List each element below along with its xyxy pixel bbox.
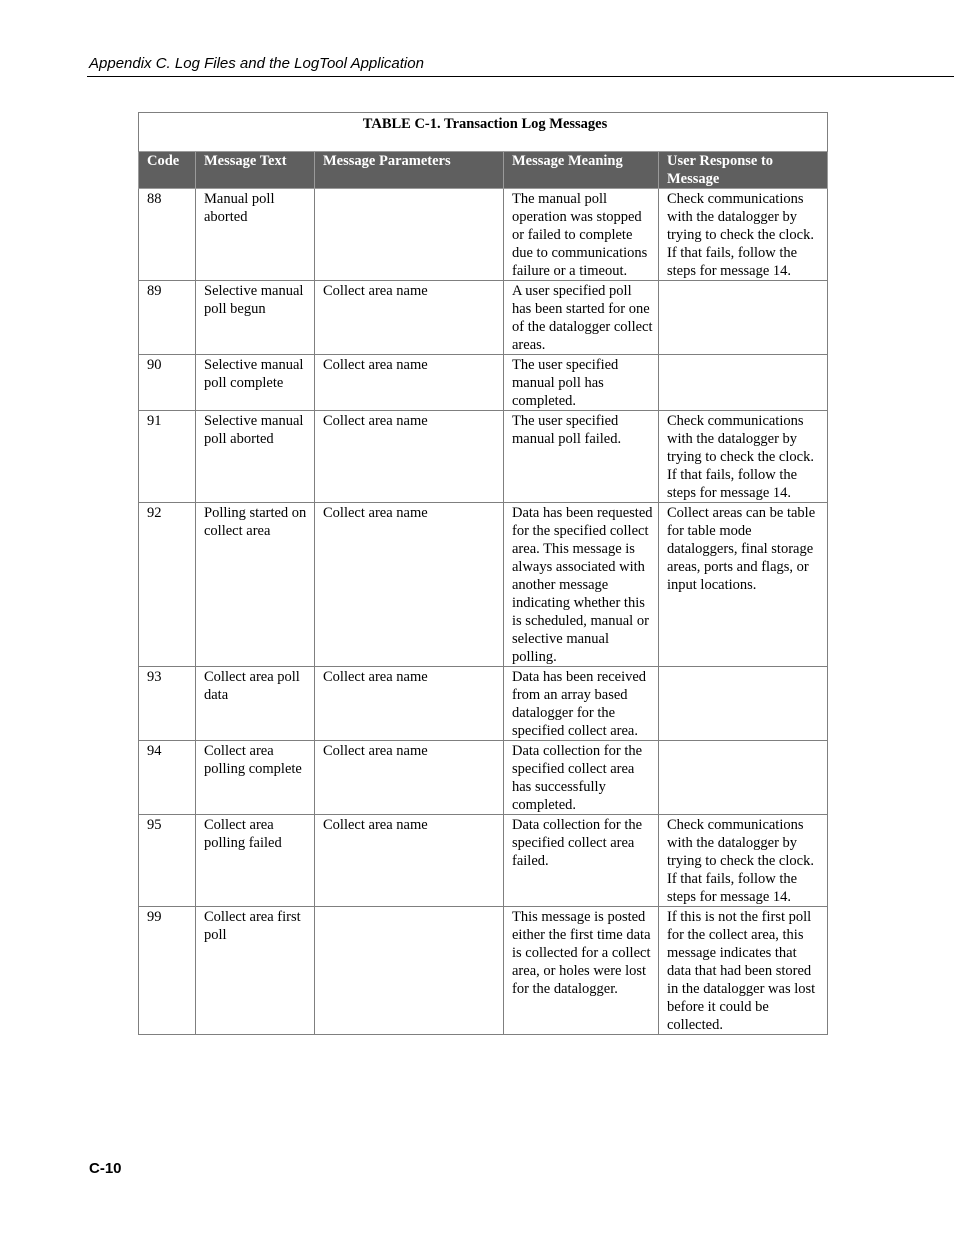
cell-code: 89: [139, 281, 196, 355]
cell-message-parameters: Collect area name: [315, 503, 504, 667]
cell-code: 95: [139, 815, 196, 907]
column-header-message-parameters: Message Parameters: [315, 152, 504, 189]
cell-message-text: Selective manual poll complete: [196, 355, 315, 411]
table-row: [139, 503, 828, 667]
cell-code: 88: [139, 189, 196, 281]
cell-user-response: [659, 355, 828, 411]
cell-code: 92: [139, 503, 196, 667]
table-body: [139, 189, 828, 1035]
table-row: [139, 281, 828, 355]
cell-message-parameters: Collect area name: [315, 741, 504, 815]
cell-message-text: Collect area polling failed: [196, 815, 315, 907]
transaction-log-table-wrap: [138, 112, 827, 1035]
table-row: [139, 907, 828, 1035]
cell-user-response: Check communications with the datalogger by trying to check the clock. If that fails, follow the steps for message 14.: [659, 189, 828, 281]
cell-message-parameters: Collect area name: [315, 667, 504, 741]
page-number: C-10: [89, 1160, 122, 1177]
cell-code: 93: [139, 667, 196, 741]
cell-message-parameters: [315, 907, 504, 1035]
cell-user-response: [659, 667, 828, 741]
cell-message-text: Selective manual poll aborted: [196, 411, 315, 503]
cell-message-parameters: Collect area name: [315, 411, 504, 503]
cell-message-meaning: Data collection for the specified collect area failed.: [504, 815, 659, 907]
cell-user-response: [659, 281, 828, 355]
table-caption: TABLE C-1. Transaction Log Messages: [139, 113, 828, 152]
cell-user-response: If this is not the first poll for the collect area, this message indicates that data that had been stored in the datalogger was lost before it could be collected.: [659, 907, 828, 1035]
running-header: Appendix C. Log Files and the LogTool Application: [89, 55, 424, 72]
cell-user-response: [659, 741, 828, 815]
table-row: [139, 815, 828, 907]
cell-message-meaning: Data collection for the specified collect area has successfully completed.: [504, 741, 659, 815]
column-header-code: Code: [139, 152, 196, 189]
cell-message-parameters: [315, 189, 504, 281]
column-header-message-meaning: Message Meaning: [504, 152, 659, 189]
cell-user-response: Check communications with the datalogger by trying to check the clock. If that fails, follow the steps for message 14.: [659, 815, 828, 907]
column-header-message-text: Message Text: [196, 152, 315, 189]
cell-code: 94: [139, 741, 196, 815]
column-header-user-response: User Response to Message: [659, 152, 828, 189]
transaction-log-table: [138, 112, 828, 1035]
cell-message-meaning: The user specified manual poll failed.: [504, 411, 659, 503]
cell-message-meaning: The manual poll operation was stopped or failed to complete due to communications failure or a timeout.: [504, 189, 659, 281]
cell-message-meaning: Data has been requested for the specified collect area. This message is always associated with another message indicating whether this is scheduled, manual or selective manual polling.: [504, 503, 659, 667]
cell-code: 91: [139, 411, 196, 503]
cell-message-parameters: Collect area name: [315, 815, 504, 907]
cell-message-parameters: Collect area name: [315, 281, 504, 355]
table-header-row: [139, 152, 828, 189]
table-row: [139, 411, 828, 503]
header-rule: [87, 76, 954, 77]
cell-message-text: Polling started on collect area: [196, 503, 315, 667]
cell-message-meaning: This message is posted either the first time data is collected for a collect area, or holes were lost for the datalogger.: [504, 907, 659, 1035]
cell-code: 90: [139, 355, 196, 411]
cell-message-text: Collect area first poll: [196, 907, 315, 1035]
cell-message-text: Manual poll aborted: [196, 189, 315, 281]
cell-message-text: Collect area polling complete: [196, 741, 315, 815]
cell-user-response: Collect areas can be table for table mode dataloggers, final storage areas, ports and flags, or input locations.: [659, 503, 828, 667]
cell-message-meaning: Data has been received from an array based datalogger for the specified collect area.: [504, 667, 659, 741]
table-row: [139, 189, 828, 281]
cell-message-meaning: A user specified poll has been started for one of the datalogger collect areas.: [504, 281, 659, 355]
cell-message-parameters: Collect area name: [315, 355, 504, 411]
table-row: [139, 355, 828, 411]
cell-user-response: Check communications with the datalogger by trying to check the clock. If that fails, follow the steps for message 14.: [659, 411, 828, 503]
table-row: [139, 667, 828, 741]
cell-message-text: Selective manual poll begun: [196, 281, 315, 355]
cell-code: 99: [139, 907, 196, 1035]
table-row: [139, 741, 828, 815]
cell-message-meaning: The user specified manual poll has completed.: [504, 355, 659, 411]
cell-message-text: Collect area poll data: [196, 667, 315, 741]
